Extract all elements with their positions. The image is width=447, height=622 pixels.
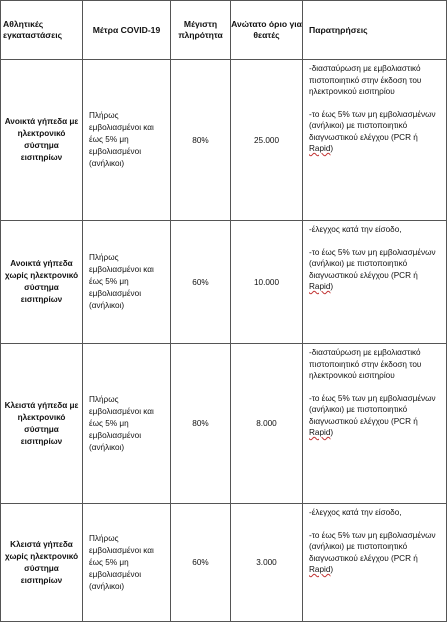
note-first: -έλεγχος κατά την είσοδο, <box>309 225 402 234</box>
max-capacity-cell: 80% <box>171 344 231 504</box>
note-end: ) <box>330 144 334 153</box>
note-end: ) <box>330 565 334 574</box>
max-capacity-cell: 60% <box>171 221 231 344</box>
spectator-limit-cell: 3.000 <box>231 504 303 622</box>
measures-cell: Πλήρως εμβολιασμένοι και έως 5% μη εμβολιασμένοι (ανήλικοι) <box>83 221 171 344</box>
facility-cell: Ανοικτά γήπεδα με ηλεκτρονικό σύστημα εισιτηρίων <box>1 60 83 221</box>
note-first: -έλεγχος κατά την είσοδο, <box>309 508 402 517</box>
notes-cell <box>303 60 447 221</box>
note-second <box>309 109 442 155</box>
header-measures: Μέτρα COVID-19 <box>83 1 171 60</box>
note-end: ) <box>330 428 334 437</box>
measures-cell: Πλήρως εμβολιασμένοι και έως 5% μη εμβολιασμένοι (ανήλικοι) <box>83 60 171 221</box>
note-first: -διασταύρωση με εμβολιαστικό πιστοποιητικό στην έκδοση του ηλεκτρονικού εισιτηρίου <box>309 348 422 380</box>
header-max-capacity: Μέγιστη πληρότητα <box>171 1 231 60</box>
note-rapid: Rapid <box>309 565 331 574</box>
spectator-limit-cell: 10.000 <box>231 221 303 344</box>
notes-cell <box>303 221 447 344</box>
spectator-limit-cell: 8.000 <box>231 344 303 504</box>
note-rapid: Rapid <box>309 282 331 291</box>
table-row <box>1 504 447 622</box>
note-end: ) <box>330 282 334 291</box>
note-second-text: -το έως 5% των μη εμβολιασμένων (ανήλικοι) με πιστοποιητικό διαγνωστικού ελέγχου (PCR ή <box>309 393 436 426</box>
max-capacity-cell: 80% <box>171 60 231 221</box>
header-notes: Παρατηρήσεις <box>303 1 447 60</box>
note-second <box>309 247 442 293</box>
note-second <box>309 530 442 576</box>
spectator-limit-cell: 25.000 <box>231 60 303 221</box>
facility-cell: Κλειστά γήπεδα χωρίς ηλεκτρονικό σύστημα εισιτηρίων <box>1 504 83 622</box>
notes-cell <box>303 344 447 504</box>
table-row <box>1 221 447 344</box>
measures-cell: Πλήρως εμβολιασμένοι και έως 5% μη εμβολιασμένοι (ανήλικοι) <box>83 344 171 504</box>
facility-cell: Κλειστά γήπεδα με ηλεκτρονικό σύστημα εισιτηρίων <box>1 344 83 504</box>
table-row <box>1 60 447 221</box>
note-rapid: Rapid <box>309 144 331 153</box>
note-first: -διασταύρωση με εμβολιαστικό πιστοποιητικό στην έκδοση του ηλεκτρονικού εισιτηρίου <box>309 64 422 96</box>
note-second-text: -το έως 5% των μη εμβολιασμένων (ανήλικοι) με πιστοποιητικό διαγνωστικού ελέγχου (PCR ή <box>309 530 436 563</box>
note-second-text: -το έως 5% των μη εμβολιασμένων (ανήλικοι) με πιστοποιητικό διαγνωστικού ελέγχου (PCR ή <box>309 247 436 280</box>
table-row <box>1 344 447 504</box>
note-rapid: Rapid <box>309 428 331 437</box>
facility-cell: Ανοικτά γήπεδα χωρίς ηλεκτρονικό σύστημα εισιτηρίων <box>1 221 83 344</box>
notes-cell <box>303 504 447 622</box>
header-spectator-limit: Ανώτατο όριο για θεατές <box>231 1 303 60</box>
header-facilities: Αθλητικές εγκαταστάσεις <box>1 1 83 60</box>
header-row <box>1 1 447 60</box>
note-second <box>309 393 442 439</box>
note-second-text: -το έως 5% των μη εμβολιασμένων (ανήλικοι) με πιστοποιητικό διαγνωστικού ελέγχου (PCR ή <box>309 109 436 142</box>
max-capacity-cell: 60% <box>171 504 231 622</box>
measures-cell: Πλήρως εμβολιασμένοι και έως 5% μη εμβολιασμένοι (ανήλικοι) <box>83 504 171 622</box>
